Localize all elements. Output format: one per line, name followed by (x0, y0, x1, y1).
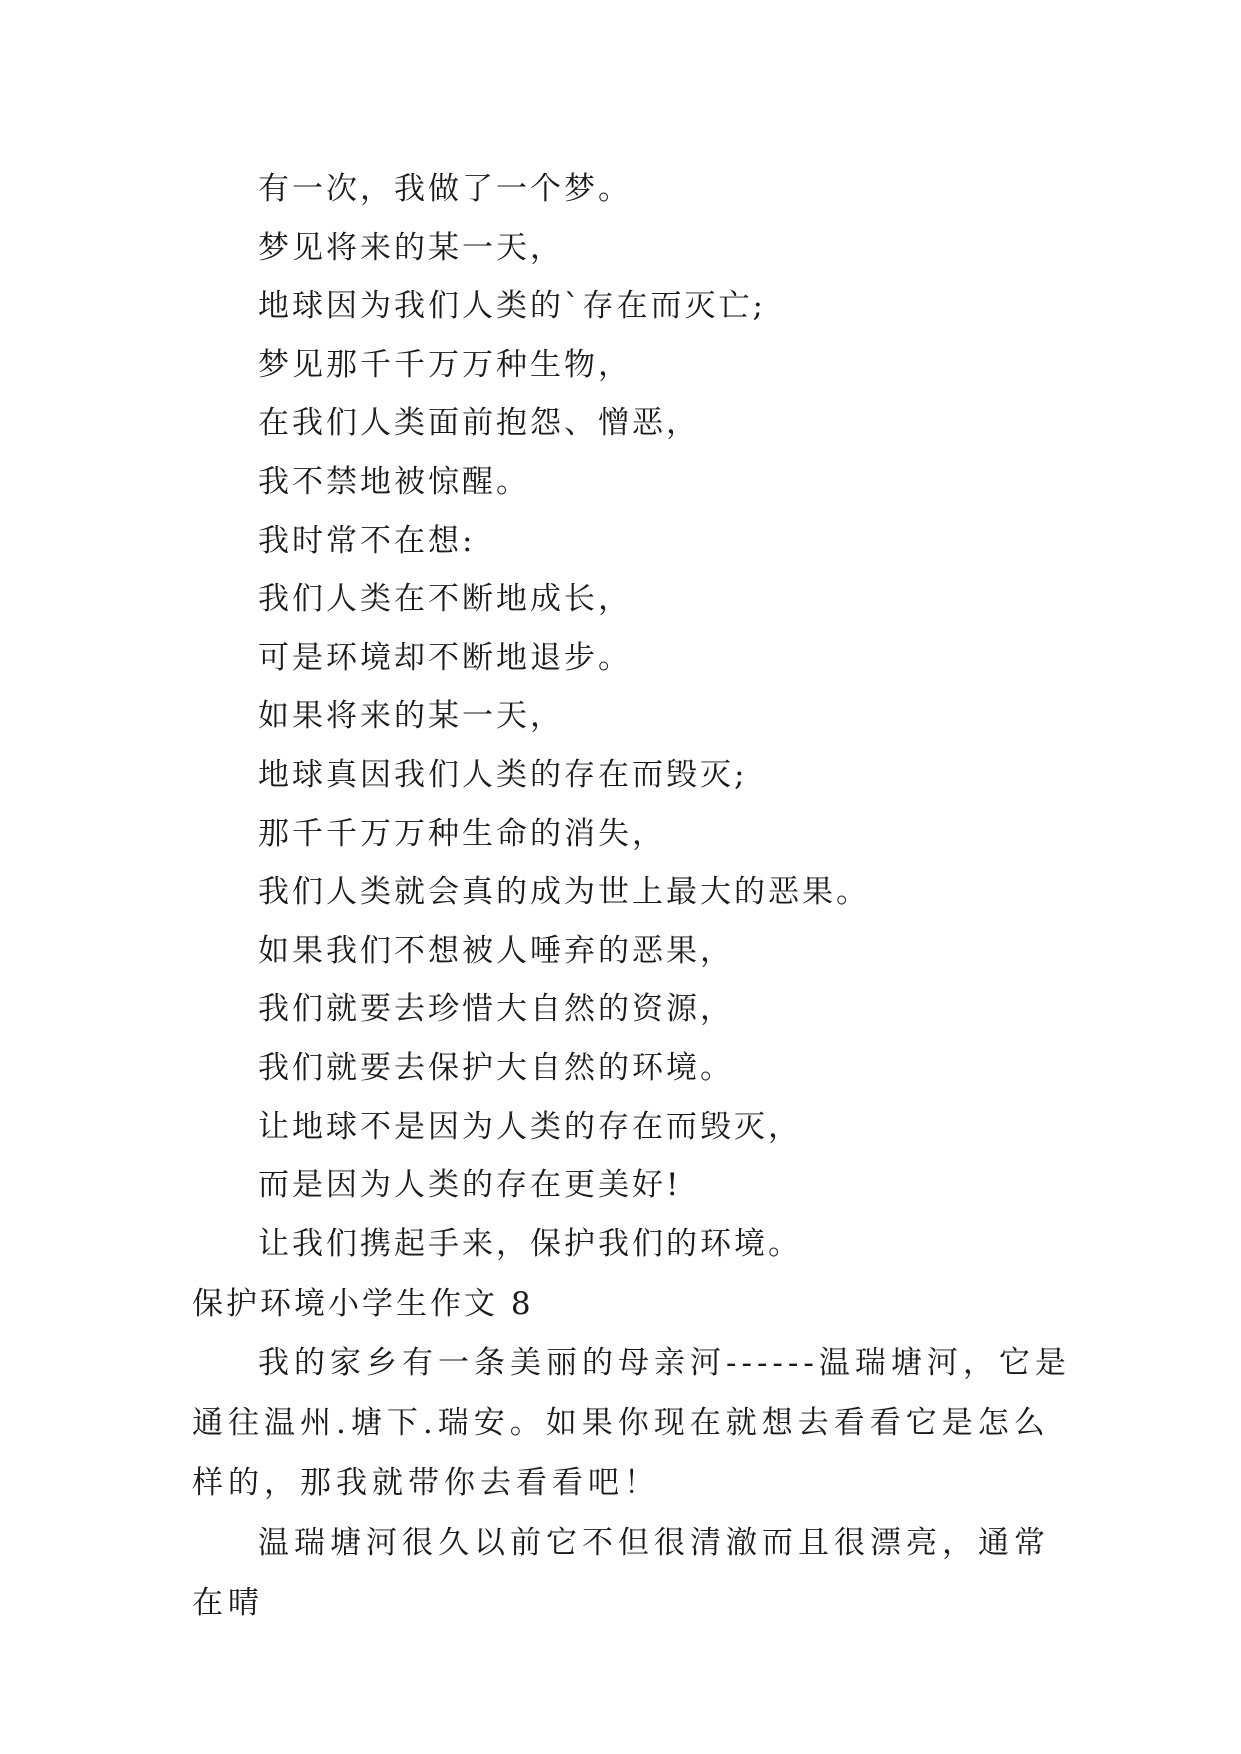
poem-line: 如果将来的某一天， (258, 698, 564, 735)
poem-line: 那千千万万种生命的消失， (258, 815, 666, 852)
poem-line: 让我们携起手来，保护我们的环境。 (258, 1225, 802, 1262)
poem-line: 可是环境却不断地退步。 (258, 639, 632, 676)
essay-heading: 保护环境小学生作文 8 (192, 1286, 534, 1322)
poem-line: 梦见将来的某一天， (258, 229, 564, 266)
poem-line: 在我们人类面前抱怨、憎恶， (258, 405, 700, 442)
essay-paragraph: 我的家乡有一条美丽的母亲河------温瑞塘河，它是通往温州.塘下.瑞安。如果你现在就想去看看它是怎么样的，那我就带你去看看吧！ (192, 1345, 1071, 1501)
poem-line: 我们人类就会真的成为世上最大的恶果。 (258, 874, 870, 911)
poem-line: 有一次，我做了一个梦。 (258, 171, 632, 207)
poem-line: 我时常不在想: (258, 522, 476, 559)
poem-line: 如果我们不想被人唾弃的恶果， (258, 932, 734, 969)
poem-line: 地球真因我们人类的存在而毁灭; (258, 756, 748, 793)
essay-paragraph: 温瑞塘河很久以前它不但很清澈而且很漂亮，通常在晴 (192, 1525, 1050, 1621)
poem-line: 我不禁地被惊醒。 (258, 463, 530, 500)
poem-line: 而是因为人类的存在更美好! (258, 1167, 682, 1204)
poem-line: 梦见那千千万万种生物， (258, 346, 632, 383)
poem-line: 我们就要去保护大自然的环境。 (258, 1049, 734, 1086)
poem-line: 地球因为我们人类的`存在而灭亡; (258, 288, 766, 325)
poem-line: 我们人类在不断地成长， (258, 581, 632, 618)
poem-line: 让地球不是因为人类的存在而毁灭， (258, 1108, 802, 1145)
poem-line: 我们就要去珍惜大自然的资源， (258, 991, 734, 1028)
poem-block (258, 160, 1118, 1273)
